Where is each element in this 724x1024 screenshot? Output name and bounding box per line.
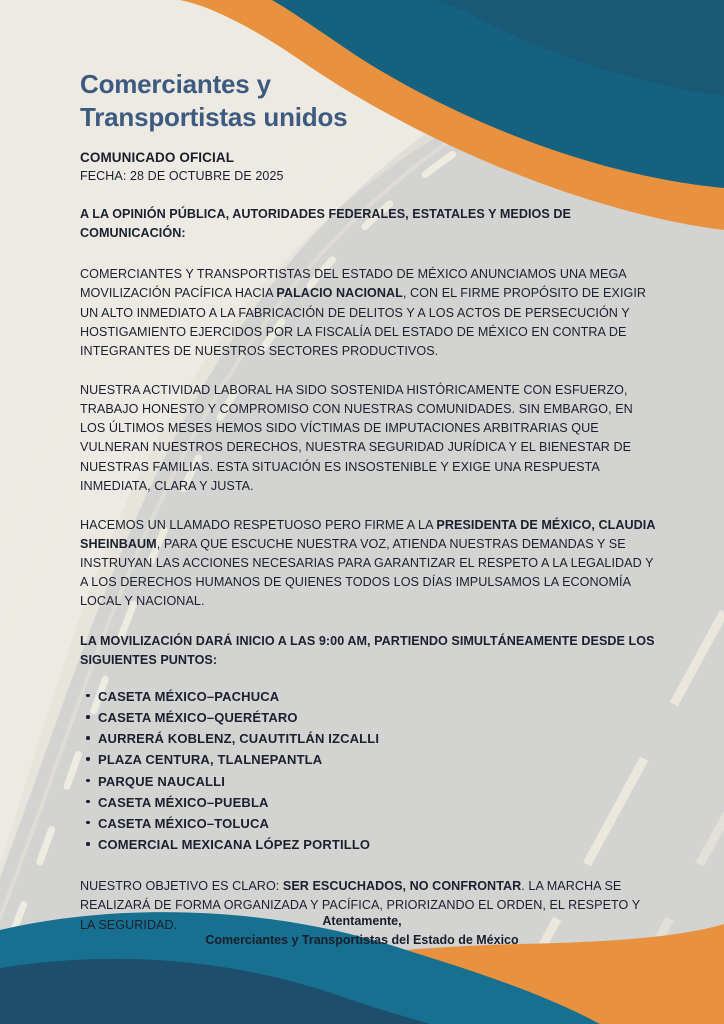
paragraph-mobilization — [80, 265, 658, 361]
closing-part-a: NUESTRO OBJETIVO ES CLARO: — [80, 879, 283, 894]
p1-part-b: , CON EL FIRME PROPÓSITO DE EXIGIR UN ALTO INMEDIATO A LA FABRICACIÓN DE DELITOS Y A LOS ACTOS DE PERSECUCIÓN Y HOSTIGAMIENTO EJERCIDOS POR LA FISCALÍA DEL ESTADO DE MÉXICO EN CONTRA DE INTEGRANTES DE NUESTROS SECTORES PRODUCTIVOS. — [80, 286, 647, 358]
document-kicker: COMUNICADO OFICIAL — [80, 150, 235, 165]
list-item: CASETA MÉXICO–QUERÉTARO — [98, 707, 658, 728]
p1-emphasis-palacio-nacional: PALACIO NACIONAL — [276, 286, 403, 301]
paragraph-labor-context: NUESTRA ACTIVIDAD LABORAL HA SIDO SOSTENIDA HISTÓRICAMENTE CON ESFUERZO, TRABAJO HONESTO Y COMPROMISO CON NUESTRAS COMUNIDADES. SIN EMBARGO, EN LOS ÚLTIMOS MESES HEMOS SIDO VÍCTIMAS DE IMPUTACIONES ARBITRARIAS QUE VULNERAN NUESTROS DERECHOS, NUESTRA SEGURIDAD JURÍDICA Y EL BIENESTAR DE NUESTRAS FAMILIAS. ESTA SITUACIÓN ES INSOSTENIBLE Y EXIGE UNA RESPUESTA INMEDIATA, CLARA Y JUSTA. — [80, 382, 633, 493]
list-item: CASETA MÉXICO–TOLUCA — [98, 813, 658, 834]
list-item: CASETA MÉXICO–PACHUCA — [98, 686, 658, 707]
list-item: AURRERÁ KOBLENZ, CUAUTITLÁN IZCALLI — [98, 728, 658, 749]
document-date: FECHA: 28 DE OCTUBRE DE 2025 — [80, 169, 284, 183]
paragraph-appeal — [80, 516, 658, 612]
signature-organization: Comerciantes y Transportistas del Estado de México — [205, 933, 519, 948]
list-item: COMERCIAL MEXICANA LÓPEZ PORTILLO — [98, 834, 658, 855]
closing-part-b: . LA MARCHA SE REALIZARÁ DE FORMA ORGANIZADA Y PACÍFICA, PRIORIZANDO EL ORDEN, EL RESPETO Y LA SEGURIDAD. — [80, 879, 640, 932]
document-body — [80, 205, 658, 961]
addressee-heading: A LA OPINIÓN PÚBLICA, AUTORIDADES FEDERALES, ESTATALES Y MEDIOS DE COMUNICACIÓN: — [80, 207, 571, 241]
signature-block — [0, 912, 724, 951]
p3-emphasis-presidenta: PRESIDENTA DE MÉXICO, CLAUDIA SHEINBAUM — [80, 517, 655, 551]
departure-points-list — [80, 686, 658, 856]
p1-part-a: COMERCIANTES Y TRANSPORTISTAS DEL ESTADO DE MÉXICO ANUNCIAMOS UNA MEGA MOVILIZACIÓN PACÍFICA HACIA — [80, 267, 627, 301]
list-item: PARQUE NAUCALLI — [98, 771, 658, 792]
p3-part-a: HACEMOS UN LLAMADO RESPETUOSO PERO FIRME A LA — [80, 517, 437, 532]
list-item: PLAZA CENTURA, TLALNEPANTLA — [98, 749, 658, 770]
list-item: CASETA MÉXICO–PUEBLA — [98, 792, 658, 813]
page-title — [80, 68, 500, 133]
title-line-2: Transportistas unidos — [80, 101, 348, 132]
title-line-1: Comerciantes y — [80, 69, 271, 99]
p3-part-b: , PARA QUE ESCUCHE NUESTRA VOZ, ATIENDA NUESTRAS DEMANDAS Y SE INSTRUYAN LAS ACCIONES NECESARIAS PARA GARANTIZAR EL RESPETO A LA LEGALIDAD Y A LOS DERECHOS HUMANOS DE QUIENES TODOS LOS DÍAS IMPULSAMOS LA ECONOMÍA LOCAL Y NACIONAL. — [80, 536, 654, 609]
closing-emphasis: SER ESCUCHADOS, NO CONFRONTAR — [282, 879, 522, 894]
departure-lead-in: LA MOVILIZACIÓN DARÁ INICIO A LAS 9:00 AM, PARTIENDO SIMULTÁNEAMENTE DESDE LOS SIGUIENTES PUNTOS: — [80, 633, 655, 667]
signature-salutation: Atentamente, — [322, 914, 402, 928]
